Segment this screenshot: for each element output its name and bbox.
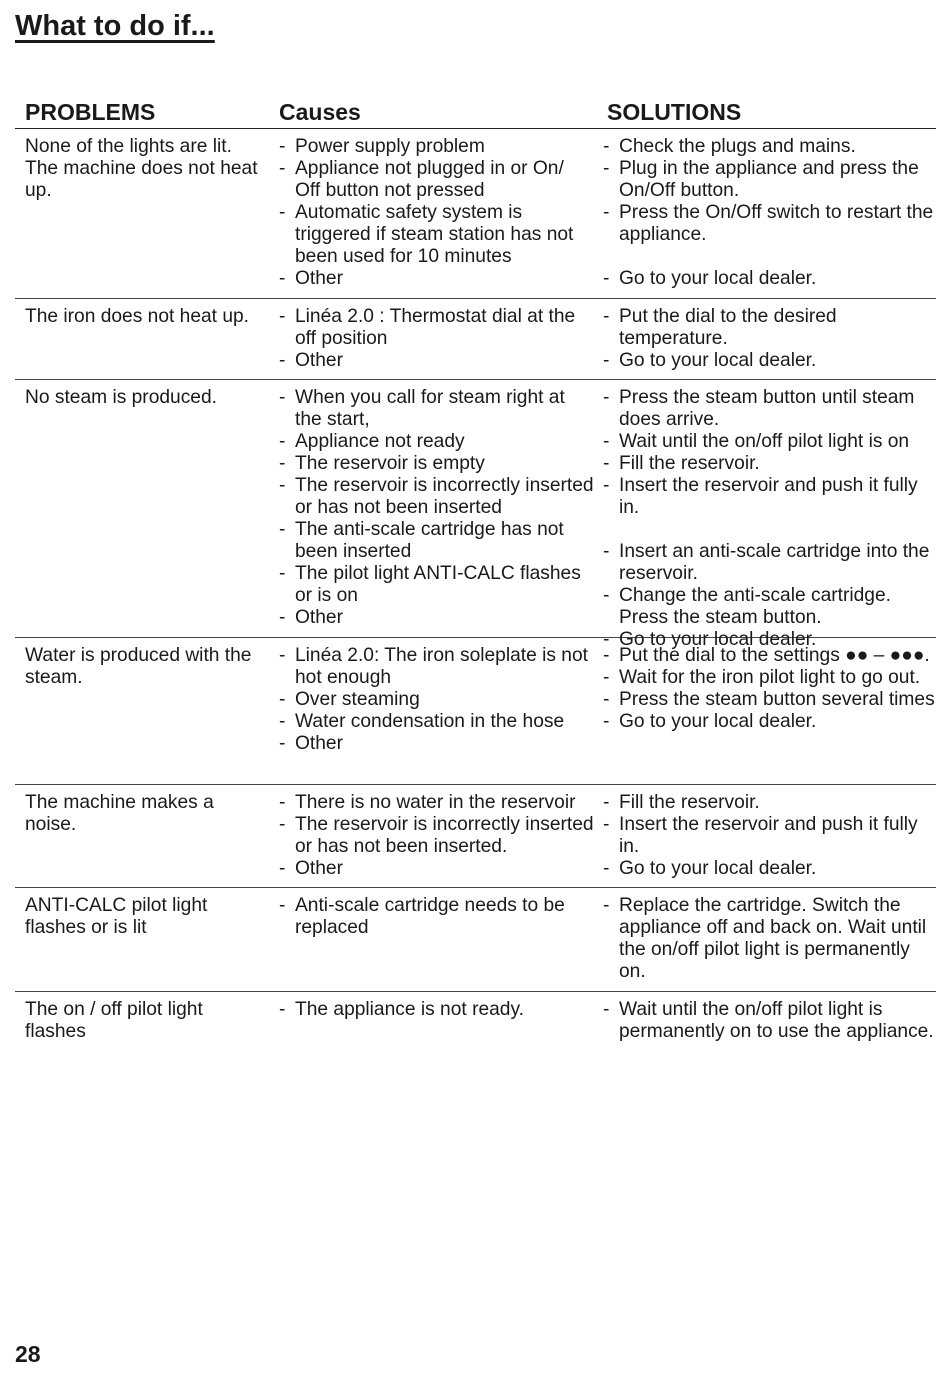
solution-item [603, 202, 936, 246]
solutions-cell [594, 792, 936, 887]
cause-item [279, 202, 594, 268]
bullet-dash: - [279, 158, 286, 179]
bullet-dash: - [603, 895, 610, 916]
bullet-dash: - [279, 711, 286, 732]
cause-item [279, 519, 594, 563]
table-body [15, 129, 936, 1062]
bullet-dash: - [279, 999, 286, 1020]
item-text: Other [295, 350, 343, 371]
bullet-dash: - [279, 895, 286, 916]
bullet-dash: - [603, 689, 610, 710]
item-text: Put the dial to the desired temperature. [619, 306, 837, 349]
bullet-dash: - [603, 711, 610, 732]
solution-item [603, 999, 936, 1043]
solution-item [603, 792, 936, 814]
cause-item [279, 711, 594, 733]
bullet-dash: - [279, 645, 286, 666]
bullet-dash: - [279, 202, 286, 223]
solution-item [603, 136, 936, 158]
item-text: The reservoir is incorrectly inserted or has not been inserted. [295, 814, 594, 857]
bullet-dash: - [279, 350, 286, 371]
solution-item [603, 895, 936, 983]
bullet-dash: - [603, 475, 610, 496]
bullet-dash: - [603, 858, 610, 879]
item-text: Linéa 2.0 : Thermostat dial at the off position [295, 306, 576, 349]
solution-item [603, 387, 936, 431]
cause-item [279, 858, 594, 880]
item-text: Insert the reservoir and push it fully in. [619, 814, 918, 857]
item-text: Check the plugs and mains. [619, 136, 856, 157]
item-text: Go to your local dealer. [619, 629, 817, 650]
page-number: 28 [15, 1341, 41, 1367]
item-text: Replace the cartridge. Switch the appliance off and back on. Wait until the on/off pilot light is permanently on. [619, 895, 927, 982]
cause-item [279, 350, 594, 372]
item-text: Go to your local dealer. [619, 268, 817, 289]
problem-cell: The machine makes a noise. [25, 792, 214, 835]
bullet-dash: - [279, 563, 286, 584]
table-row [15, 129, 936, 299]
item-text: Wait for the iron pilot light to go out. [619, 667, 921, 688]
solution-item [603, 306, 936, 350]
cause-item [279, 689, 594, 711]
bullet-dash: - [603, 667, 610, 688]
item-text: Press the On/Off switch to restart the appliance. [619, 202, 934, 245]
bullet-dash: - [603, 202, 610, 223]
problem-cell: None of the lights are lit. The machine does not heat up. [25, 136, 258, 201]
item-text: Fill the reservoir. [619, 453, 760, 474]
item-text: Go to your local dealer. [619, 350, 817, 371]
header-solutions: SOLUTIONS [607, 99, 742, 125]
item-text: The pilot light ANTI-CALC flashes or is on [295, 563, 581, 606]
cause-item [279, 814, 594, 858]
solution-item [603, 453, 936, 475]
cause-item [279, 607, 594, 629]
bullet-dash: - [603, 136, 610, 157]
bullet-dash: - [603, 629, 610, 650]
item-text: The anti-scale cartridge has not been inserted [295, 519, 564, 562]
table-header [15, 90, 936, 129]
cause-item [279, 733, 594, 755]
item-text: Anti-scale cartridge needs to be replaced [295, 895, 565, 938]
item-text: The reservoir is empty [295, 453, 485, 474]
cause-item [279, 431, 594, 453]
cause-item [279, 306, 594, 350]
solution-item [603, 475, 936, 519]
causes-cell [267, 792, 594, 887]
cause-item [279, 475, 594, 519]
solutions-cell [594, 999, 936, 1062]
causes-cell [267, 999, 594, 1062]
solutions-cell [594, 895, 936, 991]
causes-cell [267, 645, 594, 784]
problem-cell: Water is produced with the steam. [25, 645, 252, 688]
item-text: When you call for steam right at the start, [295, 387, 565, 430]
cause-item [279, 645, 594, 689]
troubleshooting-table [15, 90, 936, 1062]
item-text: Other [295, 858, 343, 879]
solution-item [603, 268, 936, 290]
solution-item [603, 350, 936, 372]
item-text: Automatic safety system is triggered if steam station has not been used for 10 minutes [295, 202, 574, 267]
item-text: Press the steam button several times [619, 689, 935, 710]
item-text: Water condensation in the hose [295, 711, 565, 732]
table-row [15, 380, 936, 650]
bullet-dash: - [603, 306, 610, 327]
bullet-dash: - [279, 306, 286, 327]
bullet-dash: - [279, 268, 286, 289]
bullet-dash: - [603, 792, 610, 813]
item-text: The reservoir is incorrectly inserted or has not been inserted [295, 475, 594, 518]
item-text: Change the anti-scale cartridge. Press the steam button. [619, 585, 891, 628]
solution-item [603, 667, 936, 689]
table-row [15, 299, 936, 380]
bullet-dash: - [279, 519, 286, 540]
causes-cell [267, 306, 594, 379]
bullet-dash: - [603, 268, 610, 289]
item-text: Other [295, 733, 343, 754]
cause-item [279, 453, 594, 475]
bullet-dash: - [279, 453, 286, 474]
table-row [15, 992, 936, 1062]
problem-cell: The iron does not heat up. [25, 306, 250, 327]
solution-item [603, 645, 936, 667]
bullet-dash: - [279, 387, 286, 408]
solution-item [603, 158, 936, 202]
solution-item [603, 585, 936, 629]
item-text: Power supply problem [295, 136, 485, 157]
item-text: Plug in the appliance and press the On/Off button. [619, 158, 919, 201]
table-row [15, 785, 936, 888]
item-text: Linéa 2.0: The iron soleplate is not hot enough [295, 645, 588, 688]
item-text: There is no water in the reservoir [295, 792, 576, 813]
bullet-dash: - [603, 453, 610, 474]
cause-item [279, 268, 594, 290]
bullet-dash: - [279, 792, 286, 813]
item-text: Go to your local dealer. [619, 858, 817, 879]
table-row [15, 888, 936, 992]
header-problems: PROBLEMS [25, 99, 156, 125]
item-text: Wait until the on/off pilot light is permanently on to use the appliance. [619, 999, 934, 1042]
bullet-dash: - [279, 814, 286, 835]
item-text: Wait until the on/off pilot light is on [619, 431, 910, 452]
page-title: What to do if... [15, 10, 215, 42]
item-text: Go to your local dealer. [619, 711, 817, 732]
bullet-dash: - [279, 858, 286, 879]
item-text: Press the steam button until steam does arrive. [619, 387, 915, 430]
bullet-dash: - [279, 431, 286, 452]
cause-item [279, 792, 594, 814]
table-row [15, 638, 936, 785]
bullet-dash: - [279, 607, 286, 628]
problem-cell: ANTI-CALC pilot light flashes or is lit [25, 895, 208, 938]
item-text: Over steaming [295, 689, 420, 710]
solutions-cell [594, 306, 936, 379]
item-text: Other [295, 268, 343, 289]
cause-item [279, 563, 594, 607]
bullet-dash: - [603, 585, 610, 606]
solutions-cell [594, 136, 936, 298]
problem-cell: The on / off pilot light flashes [25, 999, 203, 1042]
solution-item [603, 711, 936, 733]
item-text: Insert an anti-scale cartridge into the reservoir. [619, 541, 930, 584]
bullet-dash: - [279, 689, 286, 710]
bullet-dash: - [279, 733, 286, 754]
bullet-dash: - [279, 475, 286, 496]
bullet-dash: - [603, 431, 610, 452]
item-text: Appliance not plugged in or On/ Off button not pressed [295, 158, 564, 201]
cause-item [279, 136, 594, 158]
item-text: Put the dial to the settings ●● – ●●●. [619, 645, 930, 666]
bullet-dash: - [603, 999, 610, 1020]
bullet-dash: - [279, 136, 286, 157]
problem-cell: No steam is produced. [25, 387, 217, 408]
causes-cell [267, 895, 594, 991]
bullet-dash: - [603, 541, 610, 562]
bullet-dash: - [603, 350, 610, 371]
item-text: The appliance is not ready. [295, 999, 524, 1020]
cause-item [279, 999, 594, 1021]
bullet-dash: - [603, 645, 610, 666]
causes-cell [267, 387, 594, 637]
header-causes: Causes [279, 99, 361, 125]
bullet-dash: - [603, 814, 610, 835]
bullet-dash: - [603, 158, 610, 179]
item-text: Other [295, 607, 343, 628]
bullet-dash: - [603, 387, 610, 408]
solution-item [603, 431, 936, 453]
solutions-cell [594, 387, 936, 650]
solution-item [603, 689, 936, 711]
solution-item [603, 814, 936, 858]
item-text: Insert the reservoir and push it fully in. [619, 475, 918, 518]
solution-item [603, 541, 936, 585]
solution-item [603, 858, 936, 880]
causes-cell [267, 136, 594, 298]
solutions-cell [594, 645, 936, 784]
item-text: Fill the reservoir. [619, 792, 760, 813]
cause-item [279, 895, 594, 939]
cause-item [279, 387, 594, 431]
item-text: Appliance not ready [295, 431, 465, 452]
cause-item [279, 158, 594, 202]
